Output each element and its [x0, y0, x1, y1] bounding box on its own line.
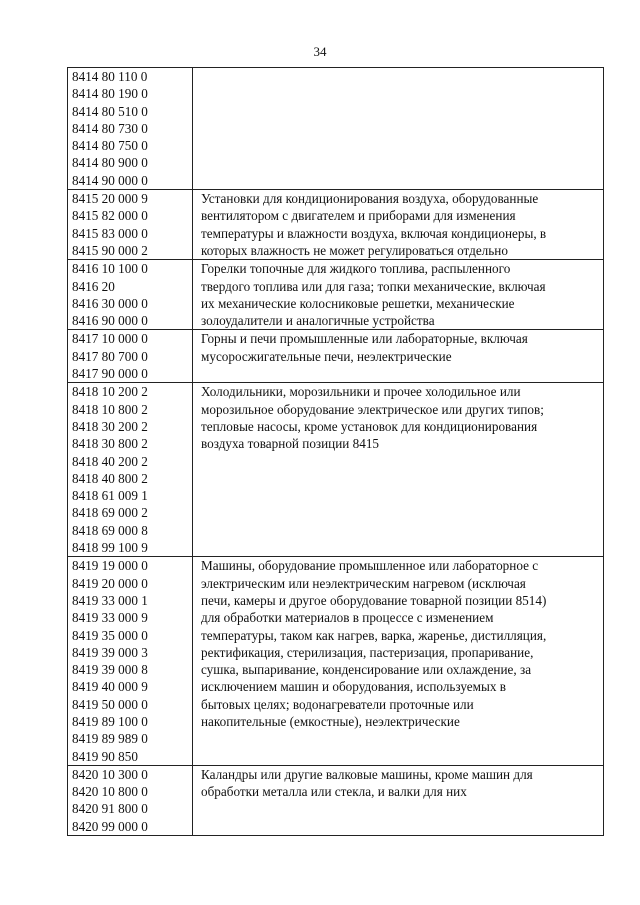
description-line: Каландры или другие валковые машины, кроме машин для: [201, 766, 533, 782]
commodity-code: 8417 10 000 0: [72, 331, 148, 347]
code-cell: [68, 557, 193, 766]
commodity-code: 8416 30 000 0: [72, 295, 148, 311]
commodity-code: 8417 80 700 0: [72, 348, 148, 364]
description-line: золоудалители и аналогичные устройства: [201, 313, 435, 329]
description-line: морозильное оборудование электрическое или других типов;: [201, 401, 544, 417]
description-line: накопительные (емкостные), неэлектрические: [201, 713, 460, 729]
description-cell: [193, 383, 604, 557]
commodity-code: 8414 80 730 0: [72, 120, 148, 136]
description-line: их механические колосниковые решетки, механические: [201, 295, 515, 311]
description-line: ректификация, стерилизация, пастеризация, пропаривание,: [201, 644, 534, 660]
commodity-code: 8418 30 200 2: [72, 418, 148, 434]
description-line: обработки металла или стекла, и валки для них: [201, 784, 467, 800]
description-line: Установки для кондиционирования воздуха, оборудованные: [201, 191, 539, 207]
description-cell: [193, 330, 604, 383]
code-cell: [68, 383, 193, 557]
description-line: Холодильники, морозильники и прочее холодильное или: [201, 384, 521, 400]
commodity-code: 8416 90 000 0: [72, 313, 148, 329]
commodity-code: 8414 80 750 0: [72, 138, 148, 154]
description-line: вентилятором с двигателем и приборами для изменения: [201, 208, 516, 224]
commodity-code: 8418 10 800 2: [72, 401, 148, 417]
commodity-code: 8419 50 000 0: [72, 696, 148, 712]
commodity-code: 8414 80 510 0: [72, 103, 148, 119]
commodity-code: 8414 80 190 0: [72, 86, 148, 102]
commodity-code: 8416 20: [72, 278, 115, 294]
commodity-code: 8417 90 000 0: [72, 366, 148, 382]
commodity-code: 8418 10 200 2: [72, 384, 148, 400]
description-line: печи, камеры и другое оборудование товарной позиции 8514): [201, 592, 547, 608]
description-cell: [193, 765, 604, 835]
table-row: [68, 765, 604, 835]
description-line: тепловые насосы, кроме установок для кондиционирования: [201, 418, 538, 434]
description-line: Горны и печи промышленные или лабораторные, включая: [201, 331, 528, 347]
description-line: для обработки материалов в процессе с изменением: [201, 610, 494, 626]
description-line: электрическим или неэлектрическим нагревом (исключая: [201, 575, 526, 591]
table-row: [68, 190, 604, 260]
commodity-code: 8416 10 100 0: [72, 261, 148, 277]
table-body: [68, 68, 604, 836]
description-line: сушка, выпаривание, конденсирование или охлаждение, за: [201, 662, 532, 678]
table-row: [68, 330, 604, 383]
commodity-code: 8418 40 200 2: [72, 453, 148, 469]
commodity-code: 8419 39 000 8: [72, 662, 148, 678]
commodity-code: 8420 91 800 0: [72, 801, 148, 817]
code-cell: [68, 765, 193, 835]
commodity-code: 8415 82 000 0: [72, 208, 148, 224]
commodity-code: 8420 10 800 0: [72, 784, 148, 800]
description-cell: [193, 190, 604, 260]
commodity-code: 8419 89 989 0: [72, 731, 148, 747]
description-cell: [193, 557, 604, 766]
commodity-code: 8418 30 800 2: [72, 436, 148, 452]
commodity-code: 8419 39 000 3: [72, 644, 148, 660]
goods-table: [67, 67, 604, 836]
description-line: твердого топлива или для газа; топки механические, включая: [201, 278, 546, 294]
commodity-code: 8420 10 300 0: [72, 766, 148, 782]
commodity-code: 8414 80 900 0: [72, 155, 148, 171]
table-row: [68, 383, 604, 557]
commodity-code: 8419 33 000 9: [72, 610, 148, 626]
description-cell: [193, 260, 604, 330]
description-line: Горелки топочные для жидкого топлива, распыленного: [201, 261, 511, 277]
commodity-code: 8419 40 000 9: [72, 679, 148, 695]
description-line: бытовых целях; водонагреватели проточные или: [201, 696, 474, 712]
commodity-code: 8414 90 000 0: [72, 172, 148, 188]
description-cell: [193, 68, 604, 190]
commodity-code: 8419 89 100 0: [72, 713, 148, 729]
description-line: воздуха товарной позиции 8415: [201, 436, 380, 452]
commodity-code: 8414 80 110 0: [72, 69, 148, 84]
commodity-code: 8419 20 000 0: [72, 575, 148, 591]
commodity-code: 8418 61 009 1: [72, 488, 148, 504]
commodity-code: 8418 99 100 9: [72, 540, 148, 556]
description-line: температуры, таком как нагрев, варка, жаренье, дистилляция,: [201, 627, 547, 643]
code-cell: [68, 68, 193, 190]
page-number: 34: [313, 44, 327, 59]
description-line: Машины, оборудование промышленное или лабораторное с: [201, 558, 539, 574]
table-row: [68, 260, 604, 330]
commodity-code: 8418 69 000 2: [72, 505, 148, 521]
commodity-code: 8419 35 000 0: [72, 627, 148, 643]
code-cell: [68, 260, 193, 330]
description-line: температуры и влажности воздуха, включая кондиционеры, в: [201, 225, 547, 241]
table-row: [68, 68, 604, 190]
commodity-code: 8419 19 000 0: [72, 558, 148, 574]
commodity-code: 8415 20 000 9: [72, 191, 148, 207]
code-cell: [68, 190, 193, 260]
commodity-code: 8415 90 000 2: [72, 242, 148, 258]
commodity-code: 8418 69 000 8: [72, 522, 148, 538]
commodity-code: 8415 83 000 0: [72, 225, 148, 241]
code-cell: [68, 330, 193, 383]
commodity-code: 8420 99 000 0: [72, 818, 148, 834]
commodity-code: 8419 33 000 1: [72, 592, 148, 608]
description-line: исключением машин и оборудования, используемых в: [201, 679, 506, 695]
table-row: [68, 557, 604, 766]
description-line: мусоросжигательные печи, неэлектрические: [201, 348, 452, 364]
commodity-code: 8418 40 800 2: [72, 470, 148, 486]
commodity-code: 8419 90 850: [72, 748, 138, 764]
description-line: которых влажность не может регулироваться отдельно: [201, 242, 508, 258]
